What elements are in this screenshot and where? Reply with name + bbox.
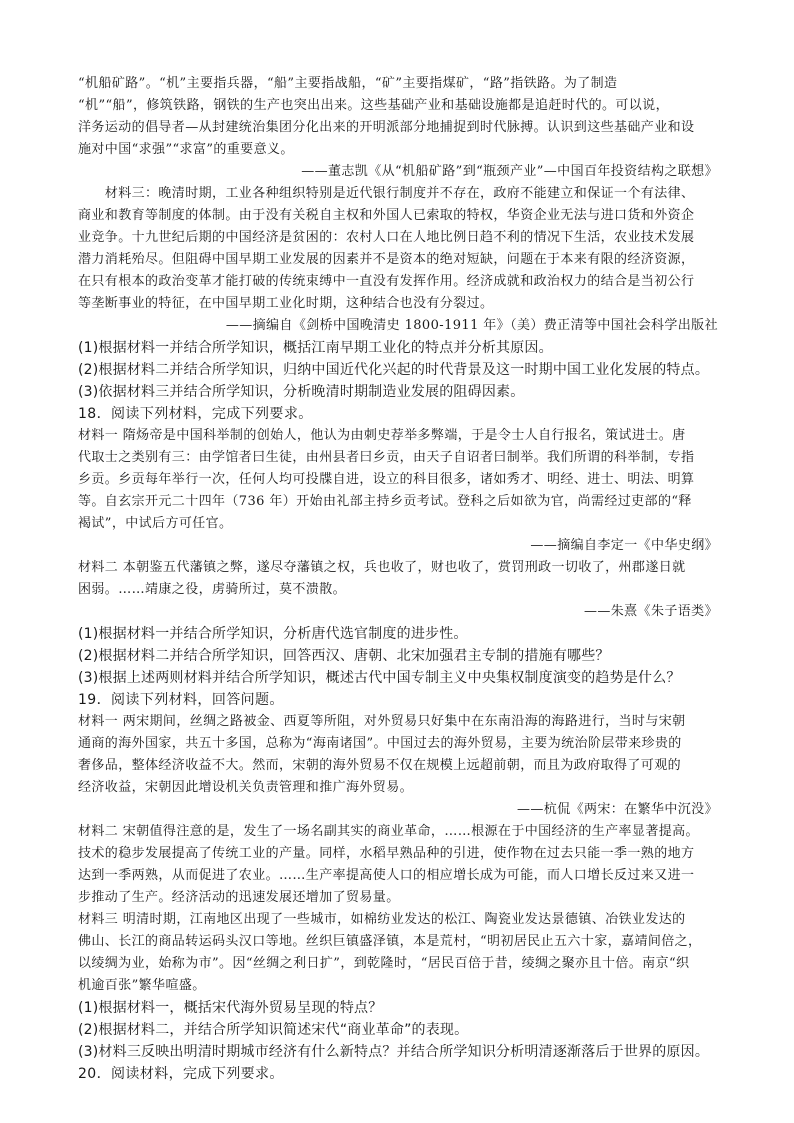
text-line: 等。自玄宗开元二十四年（736 年）开始由礼部主持乡贡考试。登科之后如欲为官，尚需经过吏部的“释 [78, 494, 692, 509]
text-line: 步推动了生产。经济活动的迅速发展还增加了贸易量。 [78, 890, 400, 905]
text-line: 褐试”，中试后方可任官。 [78, 516, 233, 531]
text-line: 代取士之类别有三：由学馆者曰生徒，由州县者曰乡贡，由天子自诏者曰制举。我们所谓的科举制，专指 [78, 450, 695, 465]
question-heading: 18．阅读下列材料，完成下列要求。 [78, 406, 313, 422]
text-line: 以绫绸为业，始称为市”。因“丝绸之利日扩”，到乾隆时，“居民百倍于昔，绫绸之聚亦且十倍。南京“织 [78, 956, 690, 971]
question-item: (1)根据材料一，概括宋代海外贸易呈现的特点？ [78, 1000, 383, 1016]
question-heading: 20．阅读材料，完成下列要求。 [78, 1066, 284, 1082]
text-line: 困弱。……靖康之役，虏骑所过，莫不溃散。 [78, 582, 347, 597]
source-citation: ——董志凯《从“机船矿路”到“瓶颈产业”—中国百年投资结构之联想》 [301, 164, 718, 179]
text-line: “机船矿路”。“机”主要指兵器，“船”主要指战船，“矿”主要指煤矿，“路”指铁路。为了制造 [78, 76, 618, 91]
text-line: 洋务运动的倡导者—从封建统治集团分化出来的开明派部分地捕捉到时代脉搏。认识到这些基础产业和设 [78, 120, 695, 135]
text-line: 材料一 两宋期间，丝绸之路被金、西夏等所阻，对外贸易只好集中在东南沿海的海路进行，当时与宋朝 [78, 714, 686, 729]
text-line: 材料三：晚清时期，工业各种组织特别是近代银行制度并不存在，政府不能建立和保证一个有法律、 [78, 186, 695, 201]
source-citation: ——朱熹《朱子语类》 [583, 604, 718, 619]
question-item: (2)根据材料二并结合所学知识，回答西汉、唐朝、北宋加强君主专制的措施有哪些？ [78, 648, 610, 664]
question-item: (1)根据材料一并结合所学知识，分析唐代选官制度的进步性。 [78, 626, 468, 642]
text-line: 潜力消耗殆尽。但阻碍中国早期工业发展的因素并不是资本的绝对短缺，问题在于本来有限的经济资源， [78, 252, 695, 267]
text-line: 商业和教育等制度的体制。由于没有关税自主权和外国人已索取的特权，华资企业无法与进口货和外资企 [78, 208, 695, 223]
text-line: 乡贡。乡贡每年举行一次，任何人均可投牒自进，设立的科目很多，诸如秀才、明经、进士、明法、明算 [78, 472, 695, 487]
text-line: 奢侈品，整体经济收益不大。然而，宋朝的海外贸易不仅在规模上远超前朝，而且为政府取得了可观的 [78, 758, 682, 773]
text-line: 等垄断事业的特征，在中国早期工业化时期，这种结合也没有分裂过。 [78, 296, 494, 311]
source-citation: ——杭侃《两宋：在繁华中沉没》 [516, 802, 718, 817]
question-item: (2)根据材料二并结合所学知识，归纳中国近代化兴起的时代背景及这一时期中国工业化发展的特点。 [78, 362, 710, 378]
question-item: (1)根据材料一并结合所学知识，概括江南早期工业化的特点并分析其原因。 [78, 340, 553, 356]
text-line: 材料二 本朝鉴五代藩镇之弊，遂尽夺藩镇之权，兵也收了，财也收了，赏罚刑政一切收了，州郡遂日就 [78, 560, 686, 575]
text-line: 技术的稳步发展提高了传统工业的产量。同样，水稻早熟品种的引进，使作物在过去只能一季一熟的地方 [78, 846, 695, 861]
text-line: 达到一季两熟，从而促进了农业。……生产率提高使人口的相应增长成为可能，而人口增长反过来又进一 [78, 868, 695, 883]
text-line: 材料一 隋炀帝是中国科举制的创始人，他认为由刺史荐举多弊端，于是令士人自行报名，策试进士。唐 [78, 428, 686, 443]
text-line: 施对中国“求强”“求富”的重要意义。 [78, 142, 294, 157]
question-item: (2)根据材料二，并结合所学知识简述宋代“商业革命”的表现。 [78, 1022, 469, 1038]
source-citation: ——摘编自李定一《中华史纲》 [530, 538, 718, 553]
text-line: 佛山、长江的商品转运码头汉口等地。丝织巨镇盛泽镇，本是荒村，“明初居民止五六十家，嘉靖间倍之， [78, 934, 702, 949]
text-line: 通商的海外国家，共五十多国，总称为“海南诸国”。中国过去的海外贸易，主要为统治阶层带来珍贵的 [78, 736, 682, 751]
question-heading: 19．阅读下列材料，回答问题。 [78, 692, 284, 708]
source-citation: ——摘编自《剑桥中国晚清史 1800-1911 年》（美）费正清等中国社会科学出版社 [225, 318, 718, 333]
text-line: 在只有根本的政治变革才能打破的传统束缚中一直没有发挥作用。经济成就和政治权力的结合是当初公行 [78, 274, 695, 289]
text-line: 业竞争。十九世纪后期的中国经济是贫困的：农村人口在人地比例日趋不利的情况下生活，农业技术发展 [78, 230, 695, 245]
text-line: 材料三 明清时期，江南地区出现了一些城市，如棉纺业发达的松江、陶瓷业发达景德镇、冶铁业发达的 [78, 912, 686, 927]
text-line: 机逾百张”繁华喧盛。 [78, 978, 206, 993]
question-item: (3)根据上述两则材料并结合所学知识，概述古代中国专制主义中央集权制度演变的趋势是什么？ [78, 670, 681, 686]
question-item: (3)依据材料三并结合所学知识，分析晚清时期制造业发展的阻碍因素。 [78, 384, 525, 400]
question-item: (3)材料三反映出明清时期城市经济有什么新特点？并结合所学知识分析明清逐渐落后于世界的原因。 [78, 1044, 710, 1060]
text-line: “机”“船”，修筑铁路，钢铁的生产也突出出来。这些基础产业和基础设施都是追赶时代的。可以说， [78, 98, 669, 113]
text-line: 材料二 宋朝值得注意的是，发生了一场名副其实的商业革命，……根源在于中国经济的生产率显著提高。 [78, 824, 699, 839]
text-line: 经济收益，宋朝因此增设机关负责管理和推广海外贸易。 [78, 780, 414, 795]
